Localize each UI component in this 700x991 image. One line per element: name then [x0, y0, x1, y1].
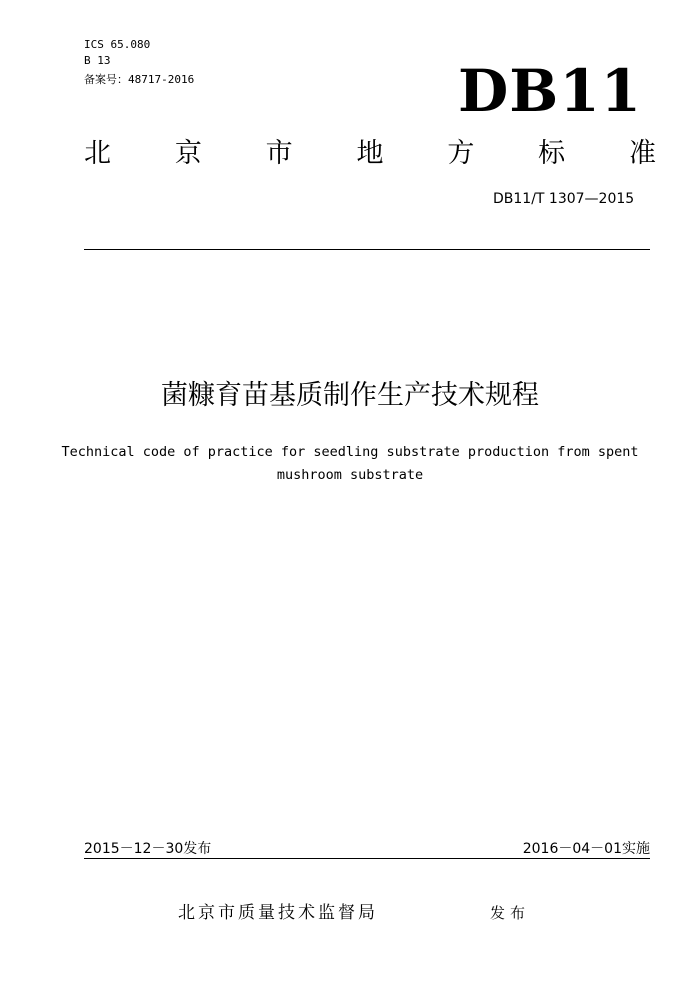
db11-logo: DB11 [458, 57, 643, 125]
standard-type-char: 京 [174, 138, 202, 169]
issuing-authority: 北京市质量技术监督局 [178, 903, 378, 923]
implementation-date: 2016－04－01实施 [522, 841, 650, 857]
standard-type-char: 标 [538, 138, 566, 169]
top-divider [84, 249, 650, 250]
standard-number: DB11/T 1307—2015 [493, 191, 635, 207]
chinese-title: 菌糠育苗基质制作生产技术规程 [161, 380, 539, 411]
record-number: 备案号：48717-2016 [84, 73, 195, 86]
standard-type-char: 准 [628, 138, 656, 169]
publish-date: 2015－12－30发布 [84, 841, 212, 857]
classification-code: B 13 [84, 54, 111, 67]
standard-type-char: 地 [356, 138, 384, 169]
standard-type-char: 市 [265, 138, 293, 169]
english-title: Technical code of practice for seedling substrate production from spent mushroom substrate [61, 444, 639, 483]
standard-type-title [84, 136, 656, 172]
standard-type-char: 方 [447, 138, 475, 169]
bottom-divider [84, 858, 650, 859]
ics-code: ICS 65.080 [84, 38, 151, 51]
issue-label: 发布 [490, 904, 531, 922]
standard-type-char: 北 [84, 138, 111, 169]
